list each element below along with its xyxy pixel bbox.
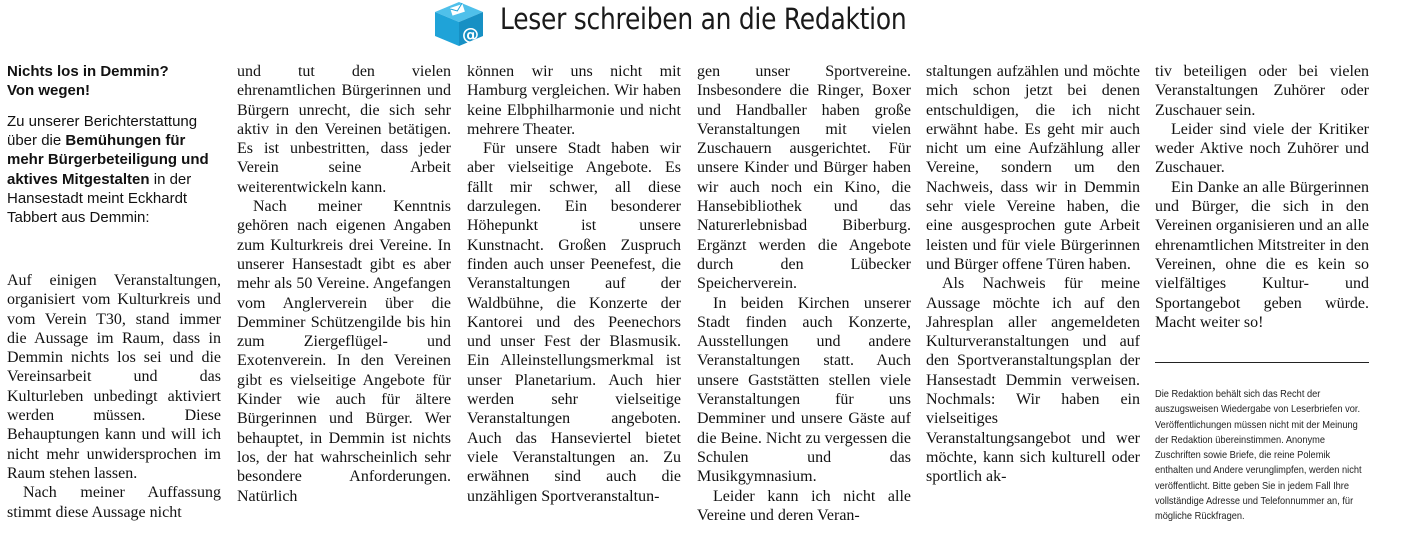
article-column-5	[926, 62, 1140, 487]
editorial-disclaimer: Die Redaktion behält sich das Recht der auszugsweisen Wiedergabe von Leserbriefen vor. Veröffentlichungen müssen nicht mit der Meinung der Redaktion übereinstimmen. Anonyme Zuschriften sowie Briefe, die reine Polemik enthalten und Andere verunglimpfen, werden nicht veröffentlicht. Bitte geben Sie in jedem Fall Ihre vollständige Adresse und Telefonnummer an, für mögliche Rückfragen.	[1155, 389, 1362, 523]
mail-at-cube-icon	[431, 0, 487, 48]
article-column-6	[1155, 62, 1369, 332]
col1-paragraph-2: Nach meiner Auffassung stimmt diese Aussage nicht	[7, 484, 221, 521]
intro-part-a: Zu unserer Berichterstattung über die	[7, 113, 198, 150]
article-column-1-body	[7, 271, 221, 522]
article-column-3	[467, 62, 681, 506]
col5-paragraph-2: Als Nachweis für meine Aussage möchte ich auf den Jahresplan aller angemeldeten Kulturveranstaltungen und auf den Sportveranstaltungsplan der Hansestadt Demmin verweisen. Nochmals: Wir haben ein vielseitiges Veranstaltungsangebot und wer möchte, kann sich kulturell oder sportlich ak-	[926, 275, 1140, 486]
col6-paragraph-3: Ein Danke an alle Bürgerinnen und Bürger, die sich in den Vereinen organisieren und an alle ehrenamtlichen Mitstreiter in den Vereinen, ohne die es kein so vielfältiges Kultur- und Sportangebot geben würde. Macht weiter so!	[1155, 178, 1369, 331]
col1-paragraph-1: Auf einigen Veranstaltungen, organisiert vom Kulturkreis und vom Verein T30, stand immer die Aussage im Raum, dass in Demmin nichts los sei und die Vereinsarbeit und das Kulturleben unbedingt aktiviert werden müssen. Diese Behauptungen kann und will ich nicht mehr unwidersprochen im Raum stehen lassen.	[7, 272, 221, 482]
col2-paragraph-2: Nach meiner Kenntnis gehören nach eigenen Angaben zum Kulturkreis drei Vereine. In unserer Hansestadt gibt es aber mehr als 50 Vereine. Angefangen vom Anglerverein über die Demminer Schützengilde bis hin zum Ziergeflügel- und Exotenverein. In den Vereinen gibt es vielseitige Angebote für Kinder wie auch für ältere Bürgerinnen und Bürger. Wer behauptet, in Demmin ist nichts los, der hat wahrscheinlich sehr besondere Anforderungen. Natürlich	[237, 198, 451, 505]
article-column-1	[7, 62, 221, 227]
intro-text	[7, 112, 221, 227]
col5-paragraph-1: staltungen aufzählen und möchte mich schon jetzt bei denen entschuldigen, die ich nicht erwähnt habe. Es geht mir auch nicht um eine Aufzählung aller Vereine, sondern um den Nachweis, dass wir in Demmin sehr viele Vereine haben, die eine ausgesprochen gute Arbeit leisten und für viele Bürgerinnen und Bürger offene Türen haben.	[926, 63, 1140, 273]
headline-line-2: Von wegen!	[7, 82, 91, 99]
article-column-2	[237, 62, 451, 506]
col4-paragraph-2: In beiden Kirchen unserer Stadt finden auch Konzerte, Ausstellungen und andere Veranstaltungen statt. Auch unsere Gaststätten stellen viele Veranstaltungen für uns Demminer und unsere Gäste auf die Beine. Nicht zu vergessen die Schulen und das Musikgymnasium.	[697, 294, 911, 486]
col3-paragraph-2: Für unsere Stadt haben wir aber vielseitige Angebote. Es fällt mir schwer, all diese darzulegen. Ein besonderer Höhepunkt ist unsere Kunstnacht. Großen Zuspruch finden auch unser Peenefest, die Veranstaltungen auf der Waldbühne, die Konzerte der Kantorei und des Peenechors und unser Fest der Blasmusik. Ein Alleinstellungsmerkmal ist unser Planetarium. Auch hier werden sehr vielseitige Veranstaltungen angeboten. Auch das Hanseviertel bietet viele Veranstaltungen an. Zu erwähnen sind auch die unzähligen Sportveranstaltun-	[467, 140, 681, 505]
page-title: Leser schreiben an die Redaktion	[500, 2, 907, 36]
headline-line-1: Nichts los in Demmin?	[7, 63, 169, 80]
col2-paragraph-1: und tut den vielen ehrenamtlichen Bürgerinnen und Bürgern unrecht, die sich sehr aktiv in den Vereinen betätigen. Es ist unbestritten, dass jeder Verein seine Arbeit weiterentwickeln kann.	[237, 63, 451, 196]
svg-text:@: @	[462, 25, 479, 45]
col3-paragraph-1: können wir uns nicht mit Hamburg vergleichen. Wir haben keine Elbphilharmonie und nicht mehrere Theater.	[467, 63, 681, 138]
intro-part-c: in der Hansestadt meint Eckhardt Tabbert aus Demmin:	[7, 170, 192, 227]
intro-bold: Bemühungen für mehr Bürgerbeteiligung und aktives Mitgestalten	[7, 132, 209, 188]
col6-paragraph-2: Leider sind viele der Kritiker weder Aktive noch Zuhörer und Zuschauer.	[1155, 120, 1369, 177]
page-header	[0, 0, 1419, 50]
col4-paragraph-1: gen unser Sportvereine. Insbesondere die Ringer, Boxer und Handballer haben große Veranstaltungen mit vielen Zuschauern ausgerichtet. Für unsere Kinder und Bürger haben wir auch noch ein Kino, die Hansebibliothek und das Naturerlebnisbad Biberburg. Ergänzt werden die Angebote durch den Lübecker Speicherverein.	[697, 63, 911, 293]
col4-paragraph-3: Leider kann ich nicht alle Vereine und deren Veran-	[697, 487, 911, 524]
divider	[1155, 362, 1369, 363]
article-column-4	[697, 62, 911, 525]
col6-paragraph-1: tiv beteiligen oder bei vielen Veranstaltungen Zuhörer oder Zuschauer sein.	[1155, 63, 1369, 119]
